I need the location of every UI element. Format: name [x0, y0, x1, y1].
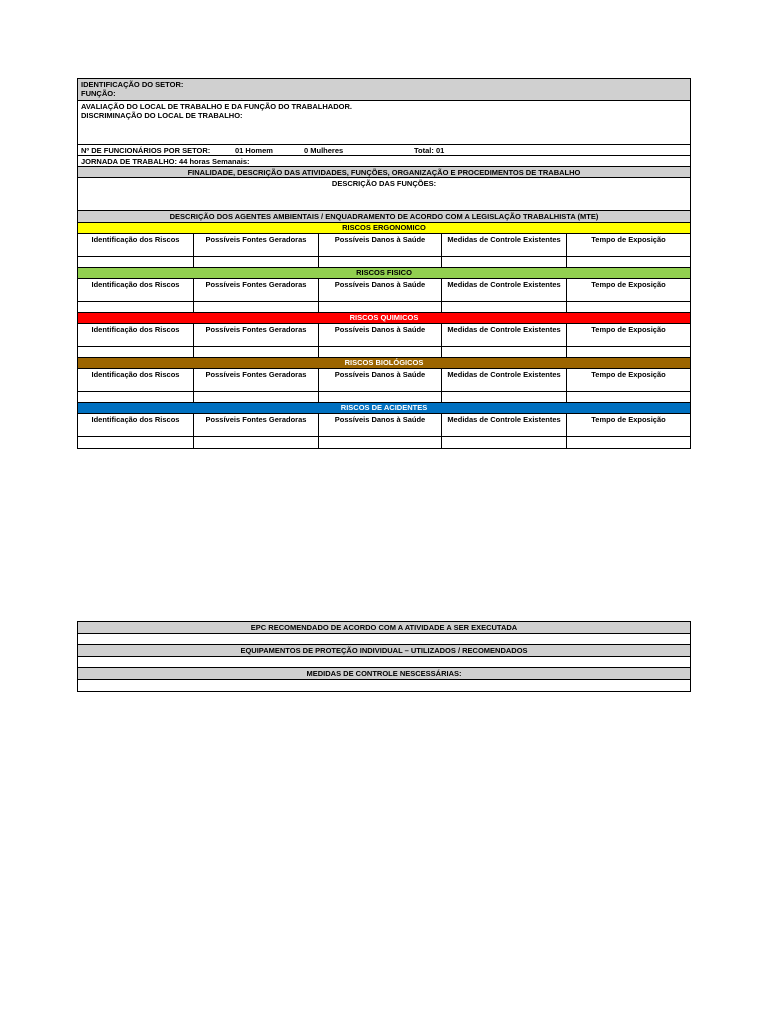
epi-data-row[interactable]: [78, 657, 690, 668]
control-measures-title: MEDIDAS DE CONTROLE NESCESSÁRIAS:: [306, 669, 462, 678]
ergonomic-data-row: [78, 257, 690, 268]
data-cell[interactable]: [194, 257, 319, 267]
col-risk-identification: Identificação dos Riscos: [78, 234, 194, 256]
col-exposure-time: Tempo de Exposição: [591, 280, 666, 289]
col-control-measures: Medidas de Controle Existentes: [442, 414, 567, 436]
data-cell[interactable]: [442, 257, 567, 267]
function-description-label: DESCRIÇÃO DAS FUNÇÕES:: [331, 179, 437, 188]
data-cell[interactable]: [567, 437, 690, 448]
chemical-risks-title: RISCOS QUIMICOS: [349, 313, 419, 322]
data-cell[interactable]: [442, 302, 567, 312]
total-count: Total: 01: [414, 146, 445, 155]
chemical-risks-band: [78, 313, 690, 324]
biological-header-row: [78, 369, 690, 392]
purpose-section-title: FINALIDADE, DESCRIÇÃO DAS ATIVIDADES, FUNÇÕES, ORGANIZAÇÃO E PROCEDIMENTOS DE TRABALHO: [187, 168, 581, 177]
ergonomic-risks-title: RISCOS ERGONOMICO: [342, 223, 426, 232]
biological-risks-title: RISCOS BIOLÓGICOS: [344, 358, 424, 367]
accident-data-row: [78, 437, 690, 448]
col-risk-identification: Identificação dos Riscos: [78, 279, 194, 301]
col-health-damage: Possíveis Danos à Saúde: [319, 414, 442, 436]
col-generating-sources: Possíveis Fontes Geradoras: [194, 234, 319, 256]
col-exposure-time: Tempo de Exposição: [591, 325, 666, 334]
data-cell[interactable]: [442, 347, 567, 357]
physical-header-row: [78, 279, 690, 302]
function-label: FUNÇÃO:: [81, 89, 116, 98]
col-control-measures: Medidas de Controle Existentes: [442, 369, 567, 391]
col-health-damage: Possíveis Danos à Saúde: [319, 279, 442, 301]
evaluation-label: AVALIAÇÃO DO LOCAL DE TRABALHO E DA FUNÇÃO DO TRABALHADOR.: [81, 102, 352, 111]
control-measures-data-row[interactable]: [78, 680, 690, 691]
sector-identification-row: [78, 79, 690, 101]
col-generating-sources: Possíveis Fontes Geradoras: [194, 414, 319, 436]
epc-title: EPC RECOMENDADO DE ACORDO COM A ATIVIDADE A SER EXECUTADA: [250, 623, 518, 632]
employee-count-label: Nº DE FUNCIONÁRIOS POR SETOR:: [81, 146, 211, 155]
work-schedule-row: [78, 156, 690, 167]
data-cell[interactable]: [194, 392, 319, 402]
data-cell[interactable]: [567, 302, 690, 312]
women-count: 0 Mulheres: [304, 146, 344, 155]
data-cell[interactable]: [319, 347, 442, 357]
col-risk-identification: Identificação dos Riscos: [78, 414, 194, 436]
data-cell[interactable]: [78, 257, 194, 267]
data-cell[interactable]: [567, 347, 690, 357]
col-control-measures: Medidas de Controle Existentes: [442, 279, 567, 301]
biological-data-row: [78, 392, 690, 403]
col-exposure-time: Tempo de Exposição: [591, 235, 666, 244]
col-exposure-time: Tempo de Exposição: [591, 370, 666, 379]
epi-title: EQUIPAMENTOS DE PROTEÇÃO INDIVIDUAL – UTILIZADOS / RECOMENDADOS: [240, 646, 528, 655]
data-cell[interactable]: [319, 302, 442, 312]
col-risk-identification: Identificação dos Riscos: [78, 324, 194, 346]
environmental-agents-header: [78, 211, 690, 223]
chemical-data-row: [78, 347, 690, 358]
col-generating-sources: Possíveis Fontes Geradoras: [194, 369, 319, 391]
data-cell[interactable]: [567, 392, 690, 402]
epc-header: [78, 622, 690, 634]
data-cell[interactable]: [78, 392, 194, 402]
data-cell[interactable]: [194, 347, 319, 357]
purpose-section-header: [78, 167, 690, 178]
physical-risks-title: RISCOS FISICO: [356, 268, 412, 277]
ergonomic-header-row: [78, 234, 690, 257]
men-count: 01 Homem: [235, 146, 273, 155]
protection-measures-form: [77, 621, 691, 692]
risk-assessment-form: [77, 78, 691, 449]
epc-data-row[interactable]: [78, 634, 690, 645]
col-control-measures: Medidas de Controle Existentes: [442, 324, 567, 346]
col-generating-sources: Possíveis Fontes Geradoras: [194, 324, 319, 346]
col-health-damage: Possíveis Danos à Saúde: [319, 234, 442, 256]
chemical-header-row: [78, 324, 690, 347]
data-cell[interactable]: [319, 437, 442, 448]
function-description-row: [78, 178, 690, 211]
data-cell[interactable]: [442, 437, 567, 448]
physical-data-row: [78, 302, 690, 313]
data-cell[interactable]: [194, 302, 319, 312]
employee-count-row: [78, 145, 690, 156]
data-cell[interactable]: [78, 302, 194, 312]
data-cell[interactable]: [442, 392, 567, 402]
data-cell[interactable]: [78, 347, 194, 357]
control-measures-header: [78, 668, 690, 680]
workplace-discrimination-label: DISCRIMINAÇÃO DO LOCAL DE TRABALHO:: [81, 111, 243, 120]
col-generating-sources: Possíveis Fontes Geradoras: [194, 279, 319, 301]
col-risk-identification: Identificação dos Riscos: [78, 369, 194, 391]
ergonomic-risks-band: [78, 223, 690, 234]
data-cell[interactable]: [319, 392, 442, 402]
data-cell[interactable]: [319, 257, 442, 267]
work-schedule-label: JORNADA DE TRABALHO: 44 horas Semanais:: [81, 157, 250, 166]
epi-header: [78, 645, 690, 657]
data-cell[interactable]: [194, 437, 319, 448]
accident-header-row: [78, 414, 690, 437]
biological-risks-band: [78, 358, 690, 369]
data-cell[interactable]: [567, 257, 690, 267]
environmental-agents-title: DESCRIÇÃO DOS AGENTES AMBIENTAIS / ENQUADRAMENTO DE ACORDO COM A LEGISLAÇÃO TRABALHISTA (MTE): [169, 212, 599, 221]
col-exposure-time: Tempo de Exposição: [591, 415, 666, 424]
accident-risks-band: [78, 403, 690, 414]
col-health-damage: Possíveis Danos à Saúde: [319, 369, 442, 391]
physical-risks-band: [78, 268, 690, 279]
col-control-measures: Medidas de Controle Existentes: [442, 234, 567, 256]
workplace-evaluation-row: [78, 101, 690, 145]
col-health-damage: Possíveis Danos à Saúde: [319, 324, 442, 346]
data-cell[interactable]: [78, 437, 194, 448]
sector-identification-label: IDENTIFICAÇÃO DO SETOR:: [81, 80, 184, 89]
accident-risks-title: RISCOS DE ACIDENTES: [340, 403, 428, 412]
